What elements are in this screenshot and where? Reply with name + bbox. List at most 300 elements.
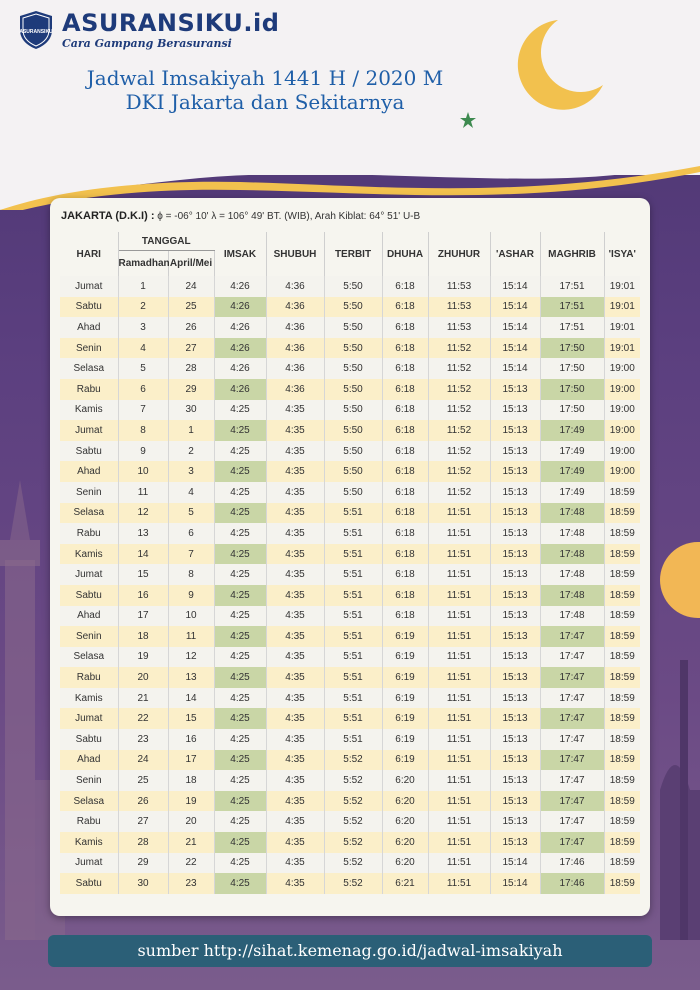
cell-maghrib: 17:51: [540, 297, 604, 318]
cell-imsak: 4:26: [214, 297, 266, 318]
cell-ashar: 15:13: [490, 647, 540, 668]
cell-ashar: 15:13: [490, 544, 540, 565]
cell-april-mei: 9: [168, 585, 214, 606]
cell-day: Jumat: [60, 276, 118, 297]
cell-april-mei: 1: [168, 420, 214, 441]
cell-shubuh: 4:35: [266, 564, 324, 585]
cell-shubuh: 4:35: [266, 873, 324, 894]
table-row: [60, 832, 640, 853]
cell-day: Jumat: [60, 853, 118, 874]
cell-shubuh: 4:35: [266, 544, 324, 565]
cell-shubuh: 4:35: [266, 688, 324, 709]
cell-april-mei: 4: [168, 482, 214, 503]
cell-dhuha: 6:18: [382, 297, 428, 318]
cell-ashar: 15:13: [490, 729, 540, 750]
cell-terbit: 5:50: [324, 358, 382, 379]
cell-day: Sabtu: [60, 585, 118, 606]
cell-april-mei: 18: [168, 770, 214, 791]
cell-shubuh: 4:35: [266, 585, 324, 606]
cell-april-mei: 14: [168, 688, 214, 709]
cell-maghrib: 17:51: [540, 276, 604, 297]
cell-dhuha: 6:18: [382, 564, 428, 585]
cell-day: Rabu: [60, 379, 118, 400]
cell-terbit: 5:52: [324, 750, 382, 771]
cell-isya: 19:00: [604, 358, 640, 379]
cell-maghrib: 17:47: [540, 791, 604, 812]
cell-ramadhan: 19: [118, 647, 168, 668]
cell-day: Sabtu: [60, 297, 118, 318]
mosque-silhouette-right: [650, 540, 700, 940]
cell-ramadhan: 4: [118, 338, 168, 359]
cell-ramadhan: 8: [118, 420, 168, 441]
cell-ramadhan: 2: [118, 297, 168, 318]
cell-isya: 18:59: [604, 770, 640, 791]
cell-zhuhur: 11:52: [428, 482, 490, 503]
cell-day: Jumat: [60, 564, 118, 585]
cell-terbit: 5:51: [324, 544, 382, 565]
cell-ashar: 15:13: [490, 606, 540, 627]
cell-april-mei: 28: [168, 358, 214, 379]
cell-ramadhan: 22: [118, 708, 168, 729]
table-row: [60, 564, 640, 585]
table-row: [60, 544, 640, 565]
cell-april-mei: 16: [168, 729, 214, 750]
cell-ramadhan: 12: [118, 503, 168, 524]
cell-ramadhan: 15: [118, 564, 168, 585]
table-row: [60, 750, 640, 771]
cell-ashar: 15:13: [490, 379, 540, 400]
table-row: [60, 317, 640, 338]
brand-logo[interactable]: [18, 10, 279, 50]
table-row: [60, 400, 640, 421]
table-row: [60, 667, 640, 688]
cell-ashar: 15:13: [490, 791, 540, 812]
cell-april-mei: 20: [168, 811, 214, 832]
location-details: ϕ = -06° 10' λ = 106° 49' BT. (WIB), Arah Kiblat: 64° 51' U-B: [157, 211, 421, 222]
cell-april-mei: 19: [168, 791, 214, 812]
cell-april-mei: 21: [168, 832, 214, 853]
cell-zhuhur: 11:51: [428, 873, 490, 894]
cell-day: Senin: [60, 338, 118, 359]
cell-maghrib: 17:48: [540, 606, 604, 627]
cell-isya: 18:59: [604, 853, 640, 874]
cell-day: Kamis: [60, 688, 118, 709]
cell-ramadhan: 10: [118, 461, 168, 482]
cell-ashar: 15:13: [490, 503, 540, 524]
cell-terbit: 5:51: [324, 667, 382, 688]
location-name: JAKARTA (D.K.I) :: [61, 210, 155, 222]
cell-day: Selasa: [60, 647, 118, 668]
cell-ashar: 15:14: [490, 873, 540, 894]
cell-zhuhur: 11:51: [428, 667, 490, 688]
table-row: [60, 791, 640, 812]
table-row: [60, 688, 640, 709]
cell-ramadhan: 13: [118, 523, 168, 544]
cell-dhuha: 6:19: [382, 647, 428, 668]
cell-april-mei: 5: [168, 503, 214, 524]
cell-terbit: 5:50: [324, 338, 382, 359]
cell-zhuhur: 11:52: [428, 379, 490, 400]
cell-imsak: 4:25: [214, 523, 266, 544]
cell-imsak: 4:25: [214, 708, 266, 729]
source-footer: sumber http://sihat.kemenag.go.id/jadwal-imsakiyah: [48, 935, 652, 967]
cell-isya: 18:59: [604, 791, 640, 812]
cell-ashar: 15:13: [490, 523, 540, 544]
table-row: [60, 708, 640, 729]
cell-terbit: 5:51: [324, 647, 382, 668]
cell-maghrib: 17:46: [540, 873, 604, 894]
cell-zhuhur: 11:52: [428, 358, 490, 379]
cell-ashar: 15:13: [490, 441, 540, 462]
cell-isya: 19:01: [604, 338, 640, 359]
cell-imsak: 4:25: [214, 461, 266, 482]
cell-ramadhan: 28: [118, 832, 168, 853]
cell-ashar: 15:14: [490, 297, 540, 318]
header-ashar: 'ASHAR: [490, 232, 540, 276]
cell-terbit: 5:50: [324, 441, 382, 462]
cell-maghrib: 17:49: [540, 441, 604, 462]
cell-shubuh: 4:35: [266, 482, 324, 503]
cell-zhuhur: 11:51: [428, 729, 490, 750]
cell-shubuh: 4:35: [266, 503, 324, 524]
cell-zhuhur: 11:51: [428, 688, 490, 709]
cell-day: Sabtu: [60, 441, 118, 462]
cell-ramadhan: 29: [118, 853, 168, 874]
cell-ashar: 15:13: [490, 564, 540, 585]
cell-ramadhan: 18: [118, 626, 168, 647]
cell-shubuh: 4:35: [266, 647, 324, 668]
cell-ramadhan: 24: [118, 750, 168, 771]
cell-isya: 18:59: [604, 667, 640, 688]
cell-isya: 19:00: [604, 461, 640, 482]
cell-terbit: 5:51: [324, 688, 382, 709]
cell-terbit: 5:52: [324, 770, 382, 791]
cell-maghrib: 17:48: [540, 585, 604, 606]
cell-zhuhur: 11:51: [428, 770, 490, 791]
cell-terbit: 5:50: [324, 297, 382, 318]
cell-dhuha: 6:19: [382, 708, 428, 729]
table-row: [60, 811, 640, 832]
cell-maghrib: 17:48: [540, 544, 604, 565]
cell-zhuhur: 11:51: [428, 564, 490, 585]
cell-zhuhur: 11:52: [428, 420, 490, 441]
header-isya: 'ISYA': [604, 232, 640, 276]
cell-ramadhan: 1: [118, 276, 168, 297]
cell-april-mei: 25: [168, 297, 214, 318]
cell-dhuha: 6:18: [382, 420, 428, 441]
cell-shubuh: 4:36: [266, 358, 324, 379]
cell-dhuha: 6:20: [382, 791, 428, 812]
cell-isya: 19:01: [604, 297, 640, 318]
cell-maghrib: 17:51: [540, 317, 604, 338]
cell-dhuha: 6:18: [382, 606, 428, 627]
cell-zhuhur: 11:51: [428, 503, 490, 524]
cell-ashar: 15:13: [490, 400, 540, 421]
cell-ashar: 15:13: [490, 667, 540, 688]
cell-ashar: 15:13: [490, 832, 540, 853]
cell-shubuh: 4:35: [266, 770, 324, 791]
cell-april-mei: 24: [168, 276, 214, 297]
cell-dhuha: 6:19: [382, 667, 428, 688]
cell-shubuh: 4:35: [266, 811, 324, 832]
cell-shubuh: 4:36: [266, 276, 324, 297]
cell-isya: 18:59: [604, 585, 640, 606]
table-row: [60, 523, 640, 544]
cell-maghrib: 17:48: [540, 503, 604, 524]
cell-shubuh: 4:35: [266, 420, 324, 441]
cell-day: Ahad: [60, 317, 118, 338]
cell-terbit: 5:51: [324, 523, 382, 544]
header-tanggal: TANGGAL: [118, 232, 214, 251]
cell-ramadhan: 11: [118, 482, 168, 503]
cell-april-mei: 15: [168, 708, 214, 729]
cell-day: Selasa: [60, 358, 118, 379]
cell-april-mei: 29: [168, 379, 214, 400]
cell-april-mei: 30: [168, 400, 214, 421]
cell-imsak: 4:25: [214, 544, 266, 565]
cell-maghrib: 17:50: [540, 358, 604, 379]
cell-april-mei: 7: [168, 544, 214, 565]
cell-dhuha: 6:19: [382, 729, 428, 750]
cell-ashar: 15:14: [490, 317, 540, 338]
table-row: [60, 461, 640, 482]
cell-ramadhan: 3: [118, 317, 168, 338]
cell-day: Ahad: [60, 461, 118, 482]
header-dhuha: DHUHA: [382, 232, 428, 276]
header-maghrib: MAGHRIB: [540, 232, 604, 276]
cell-shubuh: 4:35: [266, 441, 324, 462]
cell-ramadhan: 16: [118, 585, 168, 606]
cell-shubuh: 4:36: [266, 379, 324, 400]
cell-shubuh: 4:35: [266, 461, 324, 482]
cell-april-mei: 23: [168, 873, 214, 894]
cell-maghrib: 17:47: [540, 708, 604, 729]
cell-maghrib: 17:49: [540, 461, 604, 482]
cell-terbit: 5:51: [324, 708, 382, 729]
cell-dhuha: 6:18: [382, 441, 428, 462]
cell-terbit: 5:50: [324, 317, 382, 338]
cell-maghrib: 17:47: [540, 832, 604, 853]
cell-imsak: 4:25: [214, 441, 266, 462]
cell-april-mei: 12: [168, 647, 214, 668]
header-shubuh: SHUBUH: [266, 232, 324, 276]
table-row: [60, 606, 640, 627]
cell-ashar: 15:13: [490, 688, 540, 709]
table-row: [60, 358, 640, 379]
cell-april-mei: 22: [168, 853, 214, 874]
cell-shubuh: 4:36: [266, 317, 324, 338]
cell-ramadhan: 23: [118, 729, 168, 750]
header-terbit: TERBIT: [324, 232, 382, 276]
table-row: [60, 770, 640, 791]
cell-imsak: 4:25: [214, 729, 266, 750]
cell-day: Kamis: [60, 832, 118, 853]
cell-isya: 18:59: [604, 523, 640, 544]
header-april-mei: April/Mei: [168, 251, 214, 276]
cell-maghrib: 17:47: [540, 626, 604, 647]
header-zhuhur: ZHUHUR: [428, 232, 490, 276]
cell-shubuh: 4:35: [266, 791, 324, 812]
header-ramadhan: Ramadhan: [118, 251, 168, 276]
cell-terbit: 5:51: [324, 585, 382, 606]
cell-dhuha: 6:18: [382, 461, 428, 482]
cell-ashar: 15:13: [490, 482, 540, 503]
cell-zhuhur: 11:53: [428, 317, 490, 338]
table-row: [60, 297, 640, 318]
table-row: [60, 482, 640, 503]
cell-terbit: 5:52: [324, 873, 382, 894]
cell-day: Senin: [60, 626, 118, 647]
cell-terbit: 5:51: [324, 606, 382, 627]
table-row: [60, 873, 640, 894]
cell-terbit: 5:52: [324, 791, 382, 812]
cell-isya: 18:59: [604, 750, 640, 771]
cell-terbit: 5:52: [324, 853, 382, 874]
cell-isya: 18:59: [604, 873, 640, 894]
cell-zhuhur: 11:51: [428, 606, 490, 627]
cell-day: Ahad: [60, 606, 118, 627]
cell-imsak: 4:25: [214, 503, 266, 524]
cell-terbit: 5:52: [324, 832, 382, 853]
cell-ashar: 15:14: [490, 853, 540, 874]
cell-imsak: 4:25: [214, 832, 266, 853]
cell-day: Jumat: [60, 708, 118, 729]
cell-zhuhur: 11:53: [428, 276, 490, 297]
cell-imsak: 4:25: [214, 647, 266, 668]
cell-isya: 19:00: [604, 420, 640, 441]
cell-shubuh: 4:35: [266, 729, 324, 750]
cell-ramadhan: 20: [118, 667, 168, 688]
cell-terbit: 5:51: [324, 503, 382, 524]
cell-imsak: 4:25: [214, 400, 266, 421]
cell-isya: 19:00: [604, 379, 640, 400]
cell-ramadhan: 17: [118, 606, 168, 627]
cell-terbit: 5:51: [324, 626, 382, 647]
cell-april-mei: 3: [168, 461, 214, 482]
cell-april-mei: 10: [168, 606, 214, 627]
cell-maghrib: 17:47: [540, 770, 604, 791]
cell-isya: 18:59: [604, 647, 640, 668]
table-row: [60, 585, 640, 606]
cell-dhuha: 6:20: [382, 770, 428, 791]
cell-imsak: 4:25: [214, 811, 266, 832]
cell-isya: 18:59: [604, 606, 640, 627]
cell-maghrib: 17:47: [540, 647, 604, 668]
header-imsak: IMSAK: [214, 232, 266, 276]
cell-imsak: 4:25: [214, 750, 266, 771]
cell-zhuhur: 11:53: [428, 297, 490, 318]
cell-imsak: 4:25: [214, 482, 266, 503]
cell-dhuha: 6:18: [382, 276, 428, 297]
cell-maghrib: 17:49: [540, 482, 604, 503]
cell-terbit: 5:50: [324, 420, 382, 441]
cell-day: Senin: [60, 482, 118, 503]
cell-imsak: 4:25: [214, 791, 266, 812]
cell-ashar: 15:13: [490, 585, 540, 606]
cell-terbit: 5:51: [324, 564, 382, 585]
cell-ramadhan: 26: [118, 791, 168, 812]
cell-ashar: 15:13: [490, 708, 540, 729]
cell-isya: 18:59: [604, 708, 640, 729]
cell-terbit: 5:51: [324, 729, 382, 750]
table-row: [60, 338, 640, 359]
cell-zhuhur: 11:51: [428, 708, 490, 729]
cell-zhuhur: 11:51: [428, 585, 490, 606]
cell-isya: 18:59: [604, 482, 640, 503]
cell-day: Kamis: [60, 400, 118, 421]
cell-isya: 18:59: [604, 832, 640, 853]
cell-isya: 18:59: [604, 729, 640, 750]
cell-zhuhur: 11:51: [428, 523, 490, 544]
table-row: [60, 853, 640, 874]
cell-isya: 18:59: [604, 811, 640, 832]
cell-april-mei: 6: [168, 523, 214, 544]
cell-dhuha: 6:18: [382, 338, 428, 359]
cell-ramadhan: 7: [118, 400, 168, 421]
cell-ashar: 15:13: [490, 420, 540, 441]
cell-dhuha: 6:20: [382, 853, 428, 874]
cell-imsak: 4:26: [214, 317, 266, 338]
cell-dhuha: 6:18: [382, 503, 428, 524]
cell-dhuha: 6:21: [382, 873, 428, 894]
cell-isya: 19:00: [604, 400, 640, 421]
cell-shubuh: 4:35: [266, 750, 324, 771]
cell-zhuhur: 11:52: [428, 338, 490, 359]
cell-dhuha: 6:19: [382, 626, 428, 647]
cell-day: Jumat: [60, 420, 118, 441]
cell-april-mei: 17: [168, 750, 214, 771]
cell-day: Sabtu: [60, 729, 118, 750]
cell-isya: 19:00: [604, 441, 640, 462]
cell-isya: 18:59: [604, 688, 640, 709]
cell-ashar: 15:13: [490, 461, 540, 482]
cell-terbit: 5:50: [324, 276, 382, 297]
cell-shubuh: 4:36: [266, 338, 324, 359]
cell-day: Sabtu: [60, 873, 118, 894]
cell-shubuh: 4:35: [266, 832, 324, 853]
cell-maghrib: 17:47: [540, 811, 604, 832]
cell-dhuha: 6:19: [382, 750, 428, 771]
cell-zhuhur: 11:51: [428, 853, 490, 874]
cell-dhuha: 6:18: [382, 544, 428, 565]
cell-isya: 18:59: [604, 544, 640, 565]
cell-dhuha: 6:20: [382, 832, 428, 853]
cell-imsak: 4:26: [214, 338, 266, 359]
cell-zhuhur: 11:52: [428, 461, 490, 482]
cell-day: Rabu: [60, 523, 118, 544]
table-row: [60, 647, 640, 668]
schedule-table: [60, 232, 640, 894]
cell-maghrib: 17:47: [540, 750, 604, 771]
cell-shubuh: 4:35: [266, 523, 324, 544]
cell-maghrib: 17:50: [540, 338, 604, 359]
cell-isya: 18:59: [604, 626, 640, 647]
cell-zhuhur: 11:52: [428, 441, 490, 462]
cell-ashar: 15:14: [490, 276, 540, 297]
cell-ashar: 15:14: [490, 338, 540, 359]
brand-tagline: Cara Gampang Berasuransi: [62, 37, 232, 50]
cell-imsak: 4:25: [214, 667, 266, 688]
cell-ramadhan: 21: [118, 688, 168, 709]
cell-isya: 18:59: [604, 503, 640, 524]
cell-ramadhan: 27: [118, 811, 168, 832]
cell-ramadhan: 25: [118, 770, 168, 791]
cell-shubuh: 4:35: [266, 606, 324, 627]
cell-imsak: 4:25: [214, 770, 266, 791]
header-hari: HARI: [60, 232, 118, 276]
cell-day: Rabu: [60, 667, 118, 688]
cell-ramadhan: 14: [118, 544, 168, 565]
